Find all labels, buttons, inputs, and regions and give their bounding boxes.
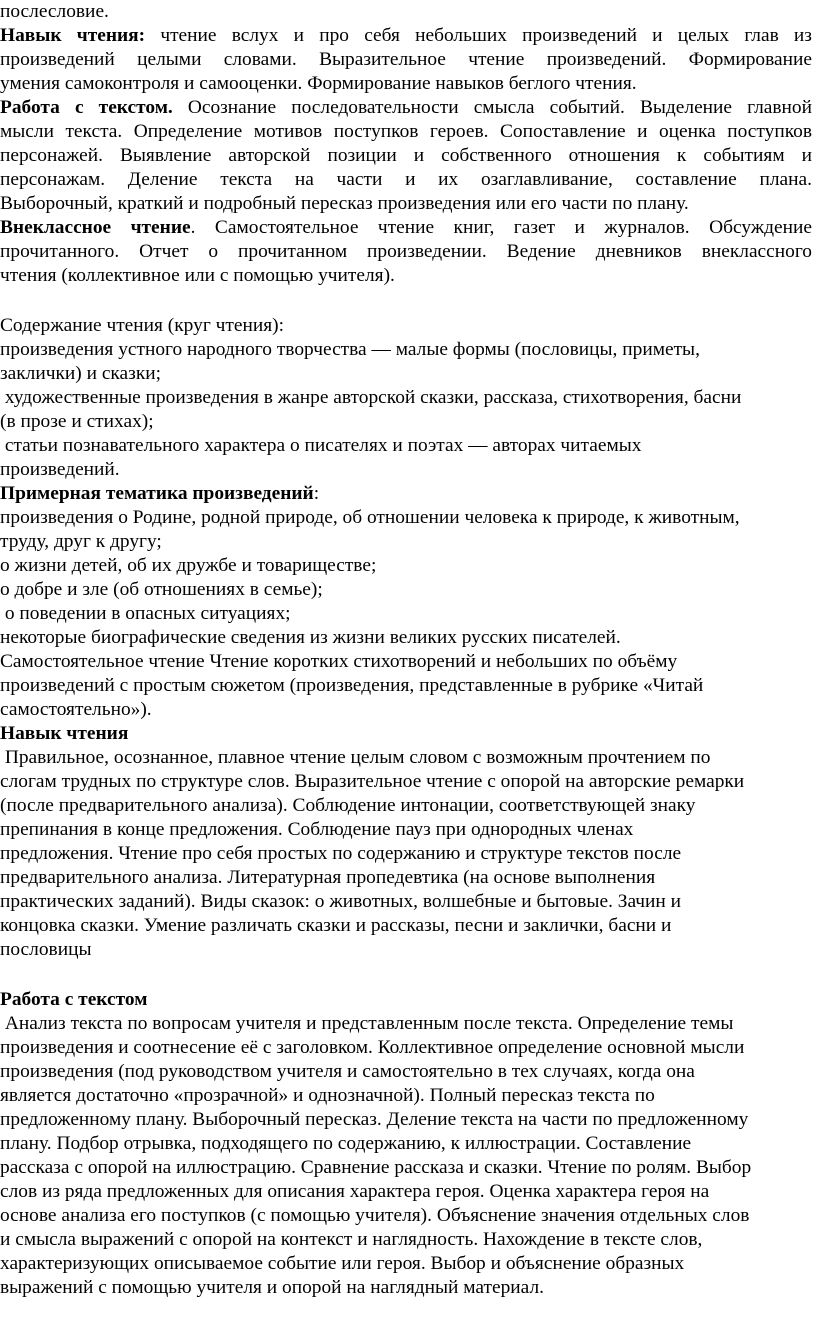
text: прочитанного. Отчет о прочитанном произведении. Ведение дневников внеклассного xyxy=(0,241,812,262)
text: Правильное, осознанное, плавное чтение целым словом с возможным прочтением по xyxy=(0,747,711,768)
text-line xyxy=(0,530,162,553)
text: статьи познавательного характера о писателях и поэтах — авторах читаемых xyxy=(0,435,642,456)
text: характеризующих описываемое событие или героя. Выбор и объяснение образных xyxy=(0,1253,685,1274)
text-line xyxy=(0,72,637,95)
text-line xyxy=(0,192,689,215)
text: Выборочный, краткий и подробный пересказ произведения или его части по плану. xyxy=(0,193,689,214)
text: художественные произведения в жанре авторской сказки, рассказа, стихотворения, басни xyxy=(0,387,742,408)
text-line xyxy=(0,794,695,817)
text-line xyxy=(0,938,91,961)
section-text-work-1 xyxy=(0,96,812,119)
text-line xyxy=(0,626,621,649)
section-reading-skill-1 xyxy=(0,24,812,47)
section-heading: Примерная тематика произведений xyxy=(0,483,314,504)
text-line xyxy=(0,458,120,481)
text-line xyxy=(0,264,395,287)
text-line xyxy=(0,1252,684,1275)
text: послесловие. xyxy=(0,1,109,22)
text-line xyxy=(0,0,109,23)
text-line xyxy=(0,914,671,937)
text-line xyxy=(0,506,740,529)
text: умения самоконтроля и самооценки. Формирование навыков беглого чтения. xyxy=(0,73,637,94)
text: Анализ текста по вопросам учителя и представленным после текста. Определение темы xyxy=(0,1013,734,1034)
text: практических заданий). Виды сказок: о животных, волшебные и бытовые. Зачин и xyxy=(0,891,682,912)
text: предложенному плану. Выборочный пересказ. Деление текста на части по предложенному xyxy=(0,1109,749,1130)
text-line xyxy=(0,168,812,191)
text-line xyxy=(0,746,710,769)
text: пословицы xyxy=(0,939,92,960)
text-line xyxy=(0,362,161,385)
text: : xyxy=(313,483,320,504)
text-line xyxy=(0,1036,744,1059)
text-line xyxy=(0,434,641,457)
text: основе анализа его поступков (с помощью учителя). Объяснение значения отдельных слов xyxy=(0,1205,750,1226)
section-heading: Внеклассное чтение xyxy=(0,217,191,238)
text: произведения о Родине, родной природе, об отношении человека к природе, к животным, xyxy=(0,507,740,528)
text: персонажей. Выявление авторской позиции и собственного отношения к событиям и xyxy=(0,145,812,166)
text: произведений. xyxy=(0,459,120,480)
text: и смысла выражений с опорой на контекст и наглядность. Нахождение в тексте слов, xyxy=(0,1229,703,1250)
text: персонажам. Деление текста на части и их озаглавливание, составление плана. xyxy=(0,169,812,190)
text-line xyxy=(0,650,677,673)
text-line xyxy=(0,842,681,865)
text-line xyxy=(0,144,812,167)
text: является достаточно «прозрачной» и однозначной). Полный пересказ текста по xyxy=(0,1085,655,1106)
text-line xyxy=(0,698,152,721)
text-line xyxy=(0,602,291,625)
section-heading: Навык чтения: xyxy=(0,25,146,46)
text: концовка сказки. Умение различать сказки и рассказы, песни и заклички, басни и xyxy=(0,915,672,936)
text: предложения. Чтение про себя простых по содержанию и структуре текстов после xyxy=(0,843,682,864)
text-line xyxy=(0,48,812,71)
text: произведения устного народного творчества — малые формы (пословицы, приметы, xyxy=(0,339,700,360)
text: произведения (под руководством учителя и самостоятельно в тех случаях, когда она xyxy=(0,1061,695,1082)
text-line xyxy=(0,1060,695,1083)
text: слогам трудных по структуре слов. Выразительное чтение с опорой на авторские ремарки xyxy=(0,771,745,792)
text: о добре и зле (об отношениях в семье); xyxy=(0,579,323,600)
text: произведения и соотнесение её с заголовком. Коллективное определение основной мысли xyxy=(0,1037,745,1058)
text-line xyxy=(0,1228,702,1251)
text-line xyxy=(0,1132,691,1155)
text-line xyxy=(0,120,812,143)
text: самостоятельно»). xyxy=(0,699,152,720)
text-line xyxy=(0,1084,655,1107)
section-text-work-2 xyxy=(0,988,147,1011)
text: мысли текста. Определение мотивов поступков героев. Сопоставление и оценка поступков xyxy=(0,121,812,142)
section-themes xyxy=(0,482,319,505)
text-line xyxy=(0,1012,733,1035)
text: некоторые биографические сведения из жизни великих русских писателей. xyxy=(0,627,621,648)
text: произведений целыми словами. Выразительное чтение произведений. Формирование xyxy=(0,49,812,70)
section-heading: Навык чтения xyxy=(0,723,129,744)
section-reading-skill-2 xyxy=(0,722,128,745)
text-line xyxy=(0,1204,749,1227)
text: рассказа с опорой на иллюстрацию. Сравнение рассказа и сказки. Чтение по ролям. Выбор xyxy=(0,1157,752,1178)
text-line xyxy=(0,338,700,361)
text: Содержание чтения (круг чтения): xyxy=(0,315,284,336)
reading-content-heading xyxy=(0,314,284,337)
text: слов из ряда предложенных для описания характера героя. Оценка характера героя на xyxy=(0,1181,710,1202)
text: о жизни детей, об их дружбе и товариществе; xyxy=(0,555,377,576)
text-line xyxy=(0,770,744,793)
section-extracurricular xyxy=(0,216,812,239)
text-line xyxy=(0,1156,751,1179)
text-line xyxy=(0,674,703,697)
text: заклички) и сказки; xyxy=(0,363,162,384)
text-line xyxy=(0,1180,709,1203)
text-line xyxy=(0,1276,544,1299)
text: . Самостоятельное чтение книг, газет и журналов. Обсуждение xyxy=(190,217,812,238)
text-line xyxy=(0,866,655,889)
text: труду, друг к другу; xyxy=(0,531,162,552)
text: (в прозе и стихах); xyxy=(0,411,154,432)
section-heading: Работа с текстом. xyxy=(0,97,173,118)
text: произведений с простым сюжетом (произведения, представленные в рубрике «Читай xyxy=(0,675,704,696)
text-line xyxy=(0,578,323,601)
text-line xyxy=(0,240,812,263)
text: выражений с помощью учителя и опорой на наглядный материал. xyxy=(0,1277,544,1298)
text: чтения (коллективное или с помощью учителя). xyxy=(0,265,395,286)
text: чтение вслух и про себя небольших произведений и целых глав из xyxy=(160,25,812,46)
text: препинания в конце предложения. Соблюдение пауз при однородных членах xyxy=(0,819,634,840)
section-heading: Работа с текстом xyxy=(0,989,148,1010)
text: о поведении в опасных ситуациях; xyxy=(0,603,291,624)
text: предварительного анализа. Литературная пропедевтика (на основе выполнения xyxy=(0,867,656,888)
text-line xyxy=(0,554,376,577)
text-line xyxy=(0,1108,748,1131)
text: плану. Подбор отрывка, подходящего по содержанию, к иллюстрации. Составление xyxy=(0,1133,692,1154)
text-line xyxy=(0,890,681,913)
text: (после предварительного анализа). Соблюдение интонации, соответствующей знаку xyxy=(0,795,696,816)
text-line xyxy=(0,386,741,409)
text: Осознание последовательности смысла событий. Выделение главной xyxy=(187,97,812,118)
text-line xyxy=(0,410,154,433)
text: Самостоятельное чтение Чтение коротких стихотворений и небольших по объёму xyxy=(0,651,678,672)
text-line xyxy=(0,818,633,841)
